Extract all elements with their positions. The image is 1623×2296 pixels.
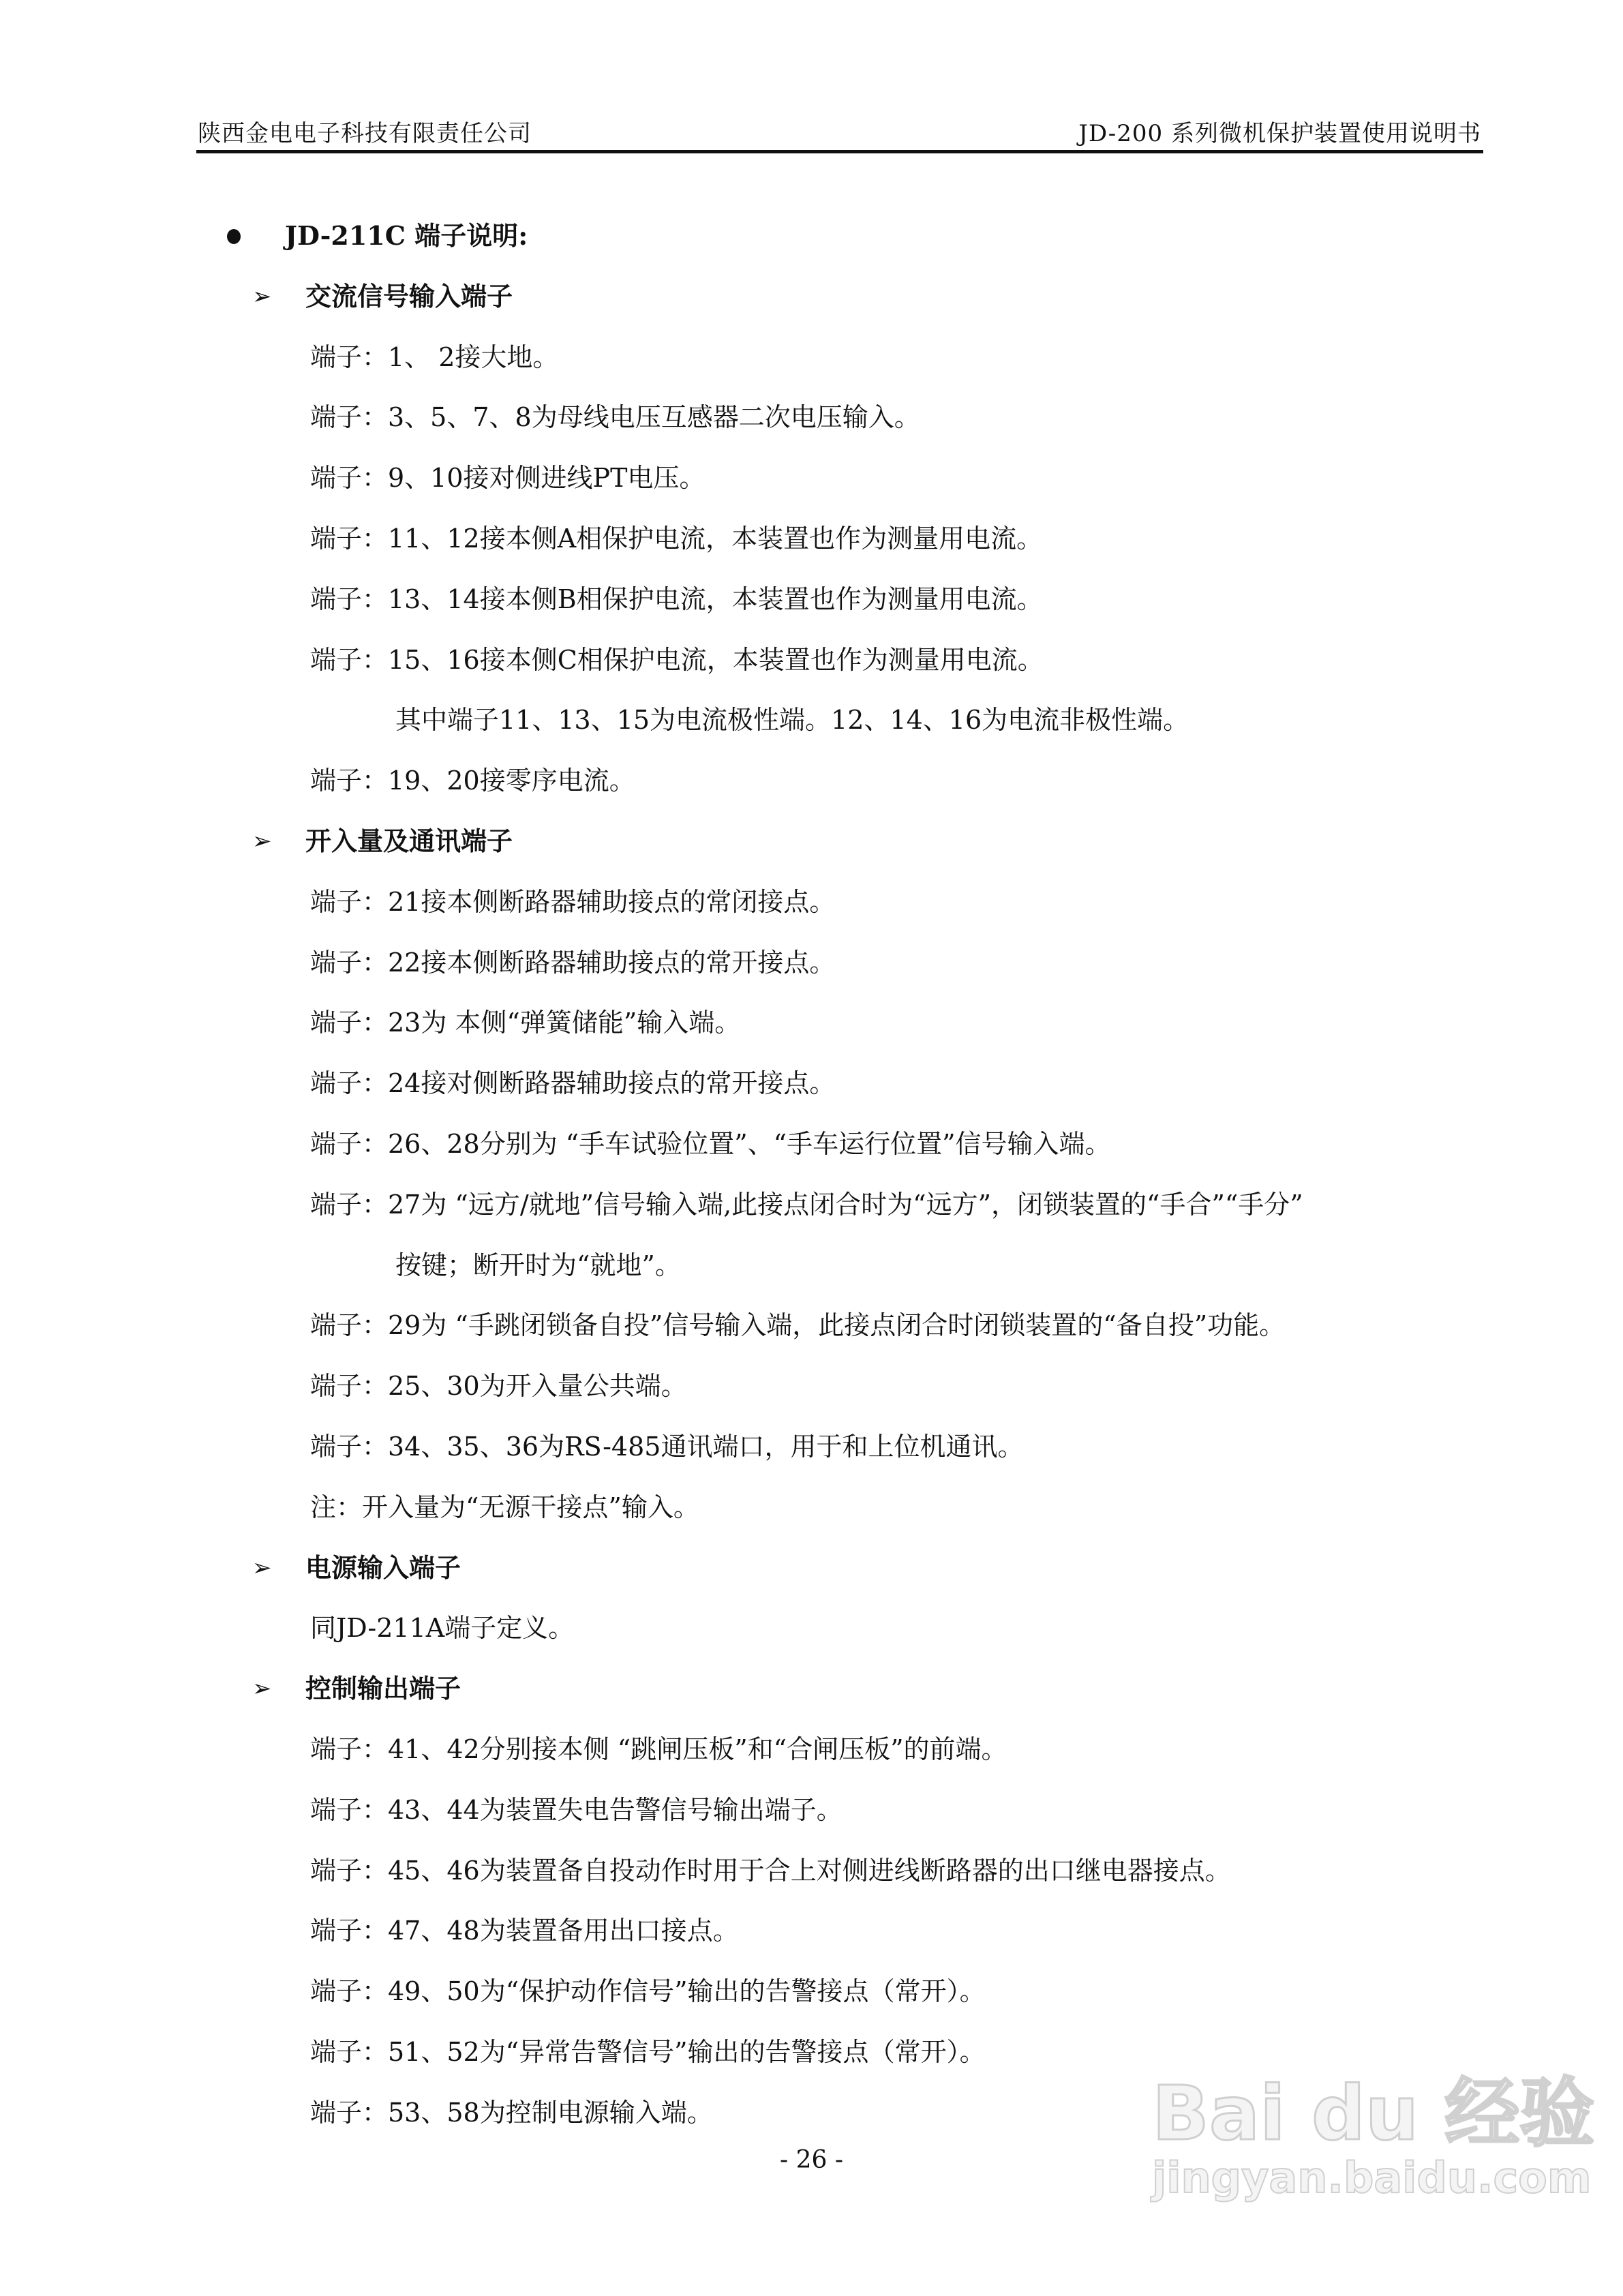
- list-item: 端子：11、12接本侧A相保护电流，本装置也作为测量用电流。: [310, 523, 1043, 554]
- arrow-bullet-icon: ➢: [252, 282, 272, 310]
- list-item: 端子：45、46为装置备自投动作时用于合上对侧进线断路器的出口继电器接点。: [310, 1855, 1231, 1886]
- list-item: 同JD-211A端子定义。: [310, 1613, 575, 1644]
- baidu-watermark: [1152, 2072, 1594, 2202]
- group-heading-text: 开入量及通讯端子: [305, 825, 513, 856]
- arrow-bullet-icon: ➢: [252, 1554, 272, 1582]
- page-number: - 26 -: [779, 2146, 844, 2174]
- bullet-icon: [227, 229, 241, 244]
- list-item: 端子：53、58为控制电源输入端。: [310, 2097, 713, 2128]
- list-item: 端子：41、42分别接本侧 “跳闸压板”和“合闸压板”的前端。: [310, 1734, 1007, 1764]
- list-item: 端子：19、20接零序电流。: [310, 766, 635, 796]
- list-item-continuation: 按键；断开时为“就地”。: [395, 1250, 681, 1280]
- header-company: 陕西金电电子科技有限责任公司: [198, 120, 532, 147]
- list-item: 端子：47、48为装置备用出口接点。: [310, 1916, 739, 1946]
- watermark-url: jingyan.baidu.com: [1152, 2153, 1592, 2203]
- arrow-bullet-icon: ➢: [252, 1675, 272, 1703]
- list-item: 端子：24接对侧断路器辅助接点的常开接点。: [310, 1068, 836, 1099]
- list-item: 端子：34、35、36为RS-485通讯端口，用于和上位机通讯。: [310, 1431, 1024, 1462]
- list-item: 端子：21接本侧断路器辅助接点的常闭接点。: [310, 886, 836, 917]
- group-heading: [0, 1659, 1623, 1719]
- list-item: 端子：23为 本侧“弹簧储能”输入端。: [310, 1008, 741, 1038]
- list-item: 端子：1、 2接大地。: [310, 342, 559, 372]
- list-item: 端子：15、16接本侧C相保护电流，本装置也作为测量用电流。: [310, 644, 1044, 675]
- group-heading: [0, 267, 1623, 327]
- arrow-bullet-icon: ➢: [252, 827, 272, 855]
- list-item: 端子：49、50为“保护动作信号”输出的告警接点（常开）。: [310, 1976, 986, 2007]
- group-heading-text: 控制输出端子: [305, 1673, 461, 1704]
- section-heading: [0, 206, 1623, 267]
- header-divider: [196, 150, 1483, 153]
- document-body: [0, 206, 1623, 2143]
- list-item: 端子：13、14接本侧B相保护电流，本装置也作为测量用电流。: [310, 584, 1043, 614]
- list-item: 端子：22接本侧断路器辅助接点的常开接点。: [310, 947, 836, 978]
- list-item: 端子：51、52为“异常告警信号”输出的告警接点（常开）。: [310, 2036, 986, 2067]
- list-item: 端子：9、10接对侧进线PT电压。: [310, 463, 706, 494]
- list-item: 端子：26、28分别为 “手车试验位置”、“手车运行位置”信号输入端。: [310, 1128, 1111, 1159]
- list-item-note: 注：开入量为“无源干接点”输入。: [310, 1492, 699, 1522]
- list-item: 端子：3、5、7、8为母线电压互感器二次电压输入。: [310, 402, 920, 433]
- group-heading-text: 电源输入端子: [305, 1552, 461, 1583]
- group-heading-text: 交流信号输入端子: [305, 280, 513, 312]
- list-item: 端子：25、30为开入量公共端。: [310, 1371, 687, 1402]
- group-heading: [0, 1538, 1623, 1599]
- list-item: 端子：27为 “远方/就地”信号输入端,此接点闭合时为“远方”，闭锁装置的“手合”“手分”: [310, 1189, 1303, 1220]
- list-item: 端子：43、44为装置失电告警信号输出端子。: [310, 1794, 843, 1825]
- list-item: 端子：29为 “手跳闭锁备自投”信号输入端，此接点闭合时闭锁装置的“备自投”功能。: [310, 1310, 1286, 1341]
- list-item-note: 其中端子11、13、15为电流极性端。12、14、16为电流非极性端。: [395, 705, 1189, 736]
- header-manual-title: JD-200 系列微机保护装置使用说明书: [1078, 120, 1481, 147]
- group-heading: [0, 811, 1623, 872]
- watermark-logo: Bai du 经验: [1152, 2070, 1595, 2157]
- section-title: JD-211C 端子说明:: [285, 220, 528, 251]
